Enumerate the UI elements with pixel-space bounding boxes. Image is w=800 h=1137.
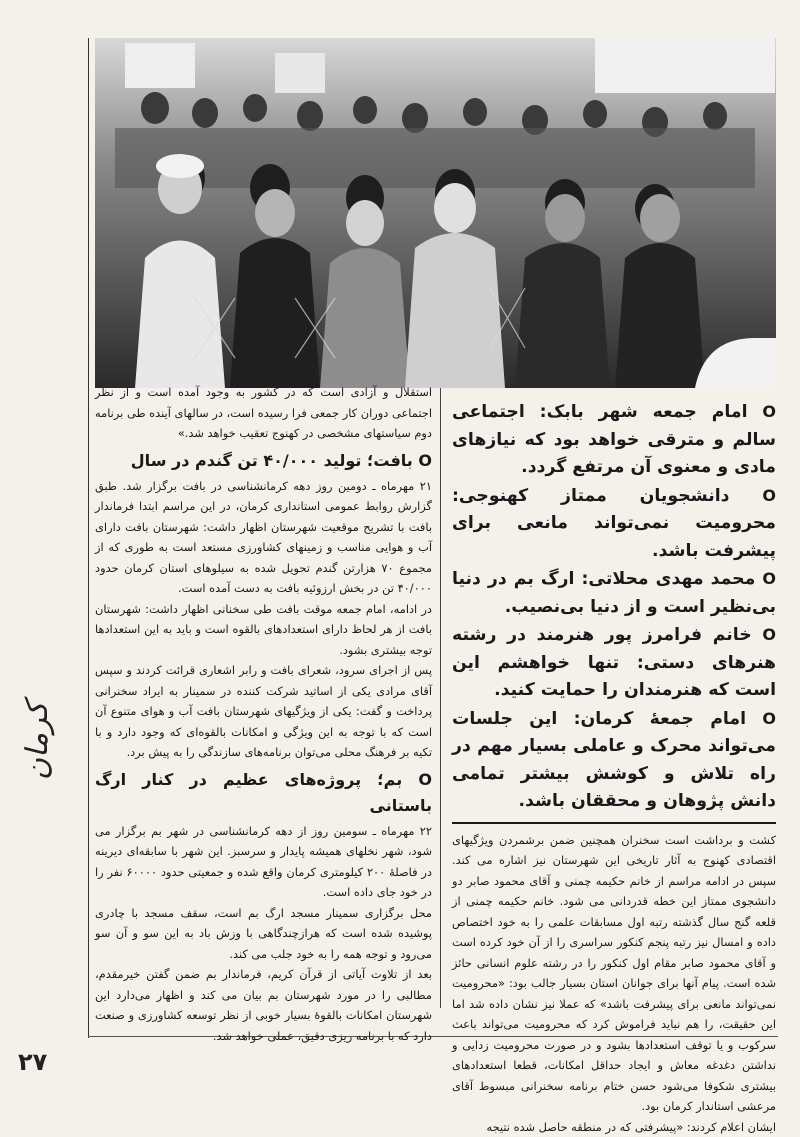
margin-rule — [88, 38, 89, 1038]
body-paragraph: ۲۱ مهرماه ـ دومین روز دهه کرمانشناسی در بافت برگزار شد. طبق گزارش روابط عمومی استانداری کرمان، در این مراسم ابتدا فرماندار بافت با تشریح موقعیت شهرستان اظهار داشت: شهرستان بافت دارای آب و هوایی مناسب و زمینهای کشاورزی مستعد است به طوری که از مجموع ۷۰ هزارتن گندم تحویل شده به سیلوهای استان کرمان حدود ۴۰/۰۰۰ تن در بخش ارزوئیه بافت به دست آمده است. — [95, 476, 432, 599]
quote-item: O امام جمعهٔ کرمان: این جلسات می‌تواند محرک و عاملی بسیار مهم در راه تلاش و کوشش بیشتر تمامی دانش پژوهان و محققان باشد. — [452, 705, 776, 816]
left-column — [95, 382, 432, 1046]
kerman-signature: کرمان — [20, 680, 80, 780]
body-paragraph: پس از اجرای سرود، شعرای بافت و رابر اشعاری قرائت کردند و سپس آقای مرادی یکی از اساتید شرکت کننده در سمینار به ایراد سخنرانی پرداخت و گفت: یکی از ویژگیهای شهرستان بافت آب و هوای متنوع آن است که با توجه به این ویژگی و امکانات بالقوه‌ای که وجود دارد و با تکیه بر فرهنگ محلی می‌توان برنامه‌های سازندگی را به پیش برد. — [95, 660, 432, 763]
section-heading-baft: O بافت؛ تولید ۴۰/۰۰۰ تن گندم در سال — [95, 448, 432, 474]
column-divider — [440, 388, 441, 1008]
audience-photo-illustration — [95, 38, 776, 388]
section-heading-bam: O بم؛ پروژه‌های عظیم در کنار ارگ باستانی — [95, 767, 432, 819]
body-paragraph: ۲۲ مهرماه ـ سومین روز از دهه کرمانشناسی در شهر بم برگزار می شود، شهر نخلهای همیشه پایدار و سرسبز. این شهر با سابقه‌ای دیرینه در فاصلهٔ ۲۰۰ کیلومتری کرمان واقع شده و جمعیتی حدود ۶۰۰۰۰ نفر را در خود جای داده است. — [95, 821, 432, 903]
body-paragraph: محل برگزاری سمینار مسجد ارگ بم است، سقف مسجد با چادری پوشیده شده است که هرازچندگاهی با وزش باد به این سو و آن سو می‌رود و توجه همه را به خود جلب می کند. — [95, 903, 432, 965]
quote-item: O دانشجویان ممتاز کهنوجی: محرومیت نمی‌تواند مانعی برای پیشرفت باشد. — [452, 482, 776, 566]
intro-paragraph: استقلال و آزادی است که در کشور به وجود آمده است و از نظر اجتماعی دوران کار جمعی فرا رسیده است، در سالهای آینده طی برنامه دوم سیاستهای مشخصی در کهنوج تعقیب خواهد شد.» — [95, 382, 432, 444]
right-column — [452, 398, 776, 1137]
quote-item: O خانم فرامرز پور هنرمند در رشته هنرهای دستی: تنها خواهشم این است که هنرمندان را حمایت کنید. — [452, 621, 776, 705]
body-paragraph-continued: ایشان اعلام کردند: «پیشرفتی که در منطقه حاصل شده نتیجه — [452, 1117, 776, 1137]
event-photo — [95, 38, 776, 388]
page-number: ۲۷ — [18, 1048, 47, 1076]
quote-item: O محمد مهدی محلاتی: ارگ بم در دنیا بی‌نظیر است و از دنیا بی‌نصیب. — [452, 565, 776, 621]
body-paragraph: بعد از تلاوت آیاتی از قرآن کریم، فرماندار بم ضمن گفتن خیرمقدم، مطالبی را در مورد شهرستان بم بیان می کند و اظهار می‌دارد این شهرستان امکانات بالقوهٔ بسیار خوبی از نظر توسعه کشاورزی و صنعت دارد که با برنامه ریزی دقیق، عملی خواهد شد. — [95, 964, 432, 1046]
body-paragraph: کشت و برداشت است سخنران همچنین ضمن برشمردن ویژگیهای اقتصادی کهنوج به آثار تاریخی این شهرستان نیز اشاره می کند. سپس در ادامه مراسم از خانم حکیمه چمنی و آقای محمود صابر دو دانشجوی ممتاز این خطه قدردانی می شود. خانم حکیمه چمنی از قلعه گنج سال گذشته رتبه اول مسابقات علمی را به خود اختصاص داده و امسال نیز رتبه پنجم کنکور سراسری را از آن خود کرده است و آقای محمود صابر مقام اول کنکور را در رشته علوم انسانی حائز شده است. پیام آنها برای جوانان استان بسیار جالب بود: «محرومیت نمی‌تواند مانعی برای پیشرفت باشد» که عملا نیز نشان داده شد اما این حقیقت، را هم نباید فراموش کرد که محرومیت می‌تواند باعث سرکوب و یا توقف استعدادها بشود و در صورت محرومیت زدایی و نداشتن دغدغه معاش و ایجاد حداقل امکانات، قطعا استعدادهای بیشتری شکوفا می‌شود حسن ختام برنامه سخنرانی مبسوط آقای مرعشی استاندار کرمان بود. — [452, 830, 776, 1117]
body-paragraph: در ادامه، امام جمعه موقت بافت طی سخنانی اظهار داشت: شهرستان بافت از هر لحاظ دارای استعدادهای بالقوه است و باید به این استعدادها توجه بیشتری بشود. — [95, 599, 432, 661]
section-rule — [452, 822, 776, 824]
quote-item: O امام جمعه شهر بابک: اجتماعی سالم و مترقی خواهد بود که نیازهای مادی و معنوی آن مرتفع گردد. — [452, 398, 776, 482]
